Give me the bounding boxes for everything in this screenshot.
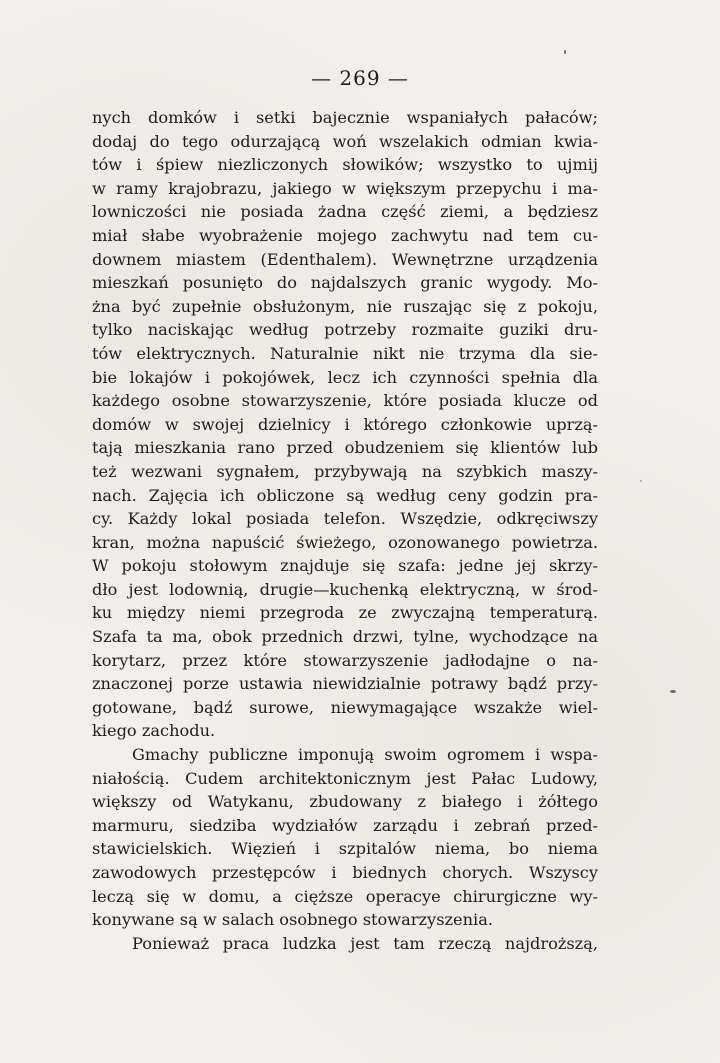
text-line: cy. Każdy lokal posiada telefon. Wszędzie, odkręciwszy — [92, 509, 598, 529]
text-line: też wezwani sygnałem, przybywają na szybkich maszy- — [92, 461, 598, 481]
text-line: tają mieszkania rano przed obudzeniem się klientów lub — [92, 438, 598, 458]
text-line: znaczonej porze ustawia niewidzialnie potrawy bądź przy- — [92, 674, 598, 694]
page-number: — 269 — — [311, 66, 409, 90]
text-line: Szafa ta ma, obok przednich drzwi, tylne, wychodzące na — [92, 627, 598, 647]
text-line: nach. Zajęcia ich obliczone są według ceny godzin pra- — [92, 485, 598, 505]
text-line: niałością. Cudem architektonicznym jest Pałac Ludowy, — [92, 768, 598, 788]
text-line: downem miastem (Edenthalem). Wewnętrzne urządzenia — [92, 249, 598, 269]
text-line: tów elektrycznych. Naturalnie nikt nie trzyma dla sie- — [92, 343, 598, 363]
text-line: stawicielskich. Więzień i szpitalów niema, bo niema — [92, 839, 598, 859]
text-line: leczą się w domu, a cięższe operacye chirurgiczne wy- — [92, 886, 598, 906]
text-line: kran, można napuścić świeżego, ozonowanego powietrza. — [92, 532, 598, 552]
text-line: lowniczości nie posiada żadna część ziemi, a będziesz — [92, 202, 598, 222]
text-line: Ponieważ praca ludzka jest tam rzeczą najdroższą, — [132, 933, 598, 953]
paper-speck — [564, 50, 566, 54]
text-line: domów w swojej dzielnicy i którego członkowie uprzą- — [92, 414, 598, 434]
text-line: bie lokajów i pokojówek, lecz ich czynności spełnia dla — [92, 367, 598, 387]
text-line: konywane są w salach osobnego stowarzyszenia. — [92, 910, 494, 930]
text-line: W pokoju stołowym znajduje się szafa: jedne jej skrzy- — [92, 556, 598, 576]
text-line: miał słabe wyobrażenie mojego zachwytu nad tem cu- — [92, 225, 598, 245]
text-line: dodaj do tego odurzającą woń wszelakich odmian kwia- — [92, 131, 598, 151]
text-line: gotowane, bądź surowe, niewymagające wszakże wiel- — [92, 697, 598, 717]
text-line: nych domków i setki bajecznie wspaniałych pałaców; — [92, 108, 598, 127]
text-line: mieszkań posunięto do najdalszych granic wygody. Mo- — [92, 273, 598, 293]
text-line: marmuru, siedziba wydziałów zarządu i zebrań przed- — [92, 815, 598, 835]
text-line: kiego zachodu. — [92, 721, 216, 741]
text-line: Gmachy publiczne imponują swoim ogromem i wspa- — [132, 745, 598, 765]
text-line: większy od Watykanu, zbudowany z białego i żółtego — [92, 792, 598, 812]
text-line: ku między niemi przegroda ze zwyczajną temperaturą. — [92, 603, 598, 623]
text-line: korytarz, przez które stowarzyszenie jadłodajne o na- — [92, 650, 598, 670]
text-line: tów i śpiew niezliczonych słowików; wszystko to ujmij — [92, 155, 598, 175]
text-line: dło jest lodownią, drugie—kuchenką elektryczną, w środ- — [92, 579, 598, 599]
text-line: w ramy krajobrazu, jakiego w większym przepychu i ma- — [92, 178, 598, 198]
text-line: zawodowych przestępców i biednych chorych. Wszyscy — [92, 863, 598, 882]
text-line: żna być zupełnie obsłużonym, nie ruszając się z pokoju, — [92, 296, 598, 316]
paper-speck — [670, 690, 676, 693]
text-line: każdego osobne stowarzyszenie, które posiada klucze od — [92, 391, 598, 411]
paper-speck — [640, 480, 642, 482]
text-line: tylko naciskając według potrzeby rozmaite guziki dru- — [92, 320, 598, 340]
body-text — [92, 106, 598, 955]
